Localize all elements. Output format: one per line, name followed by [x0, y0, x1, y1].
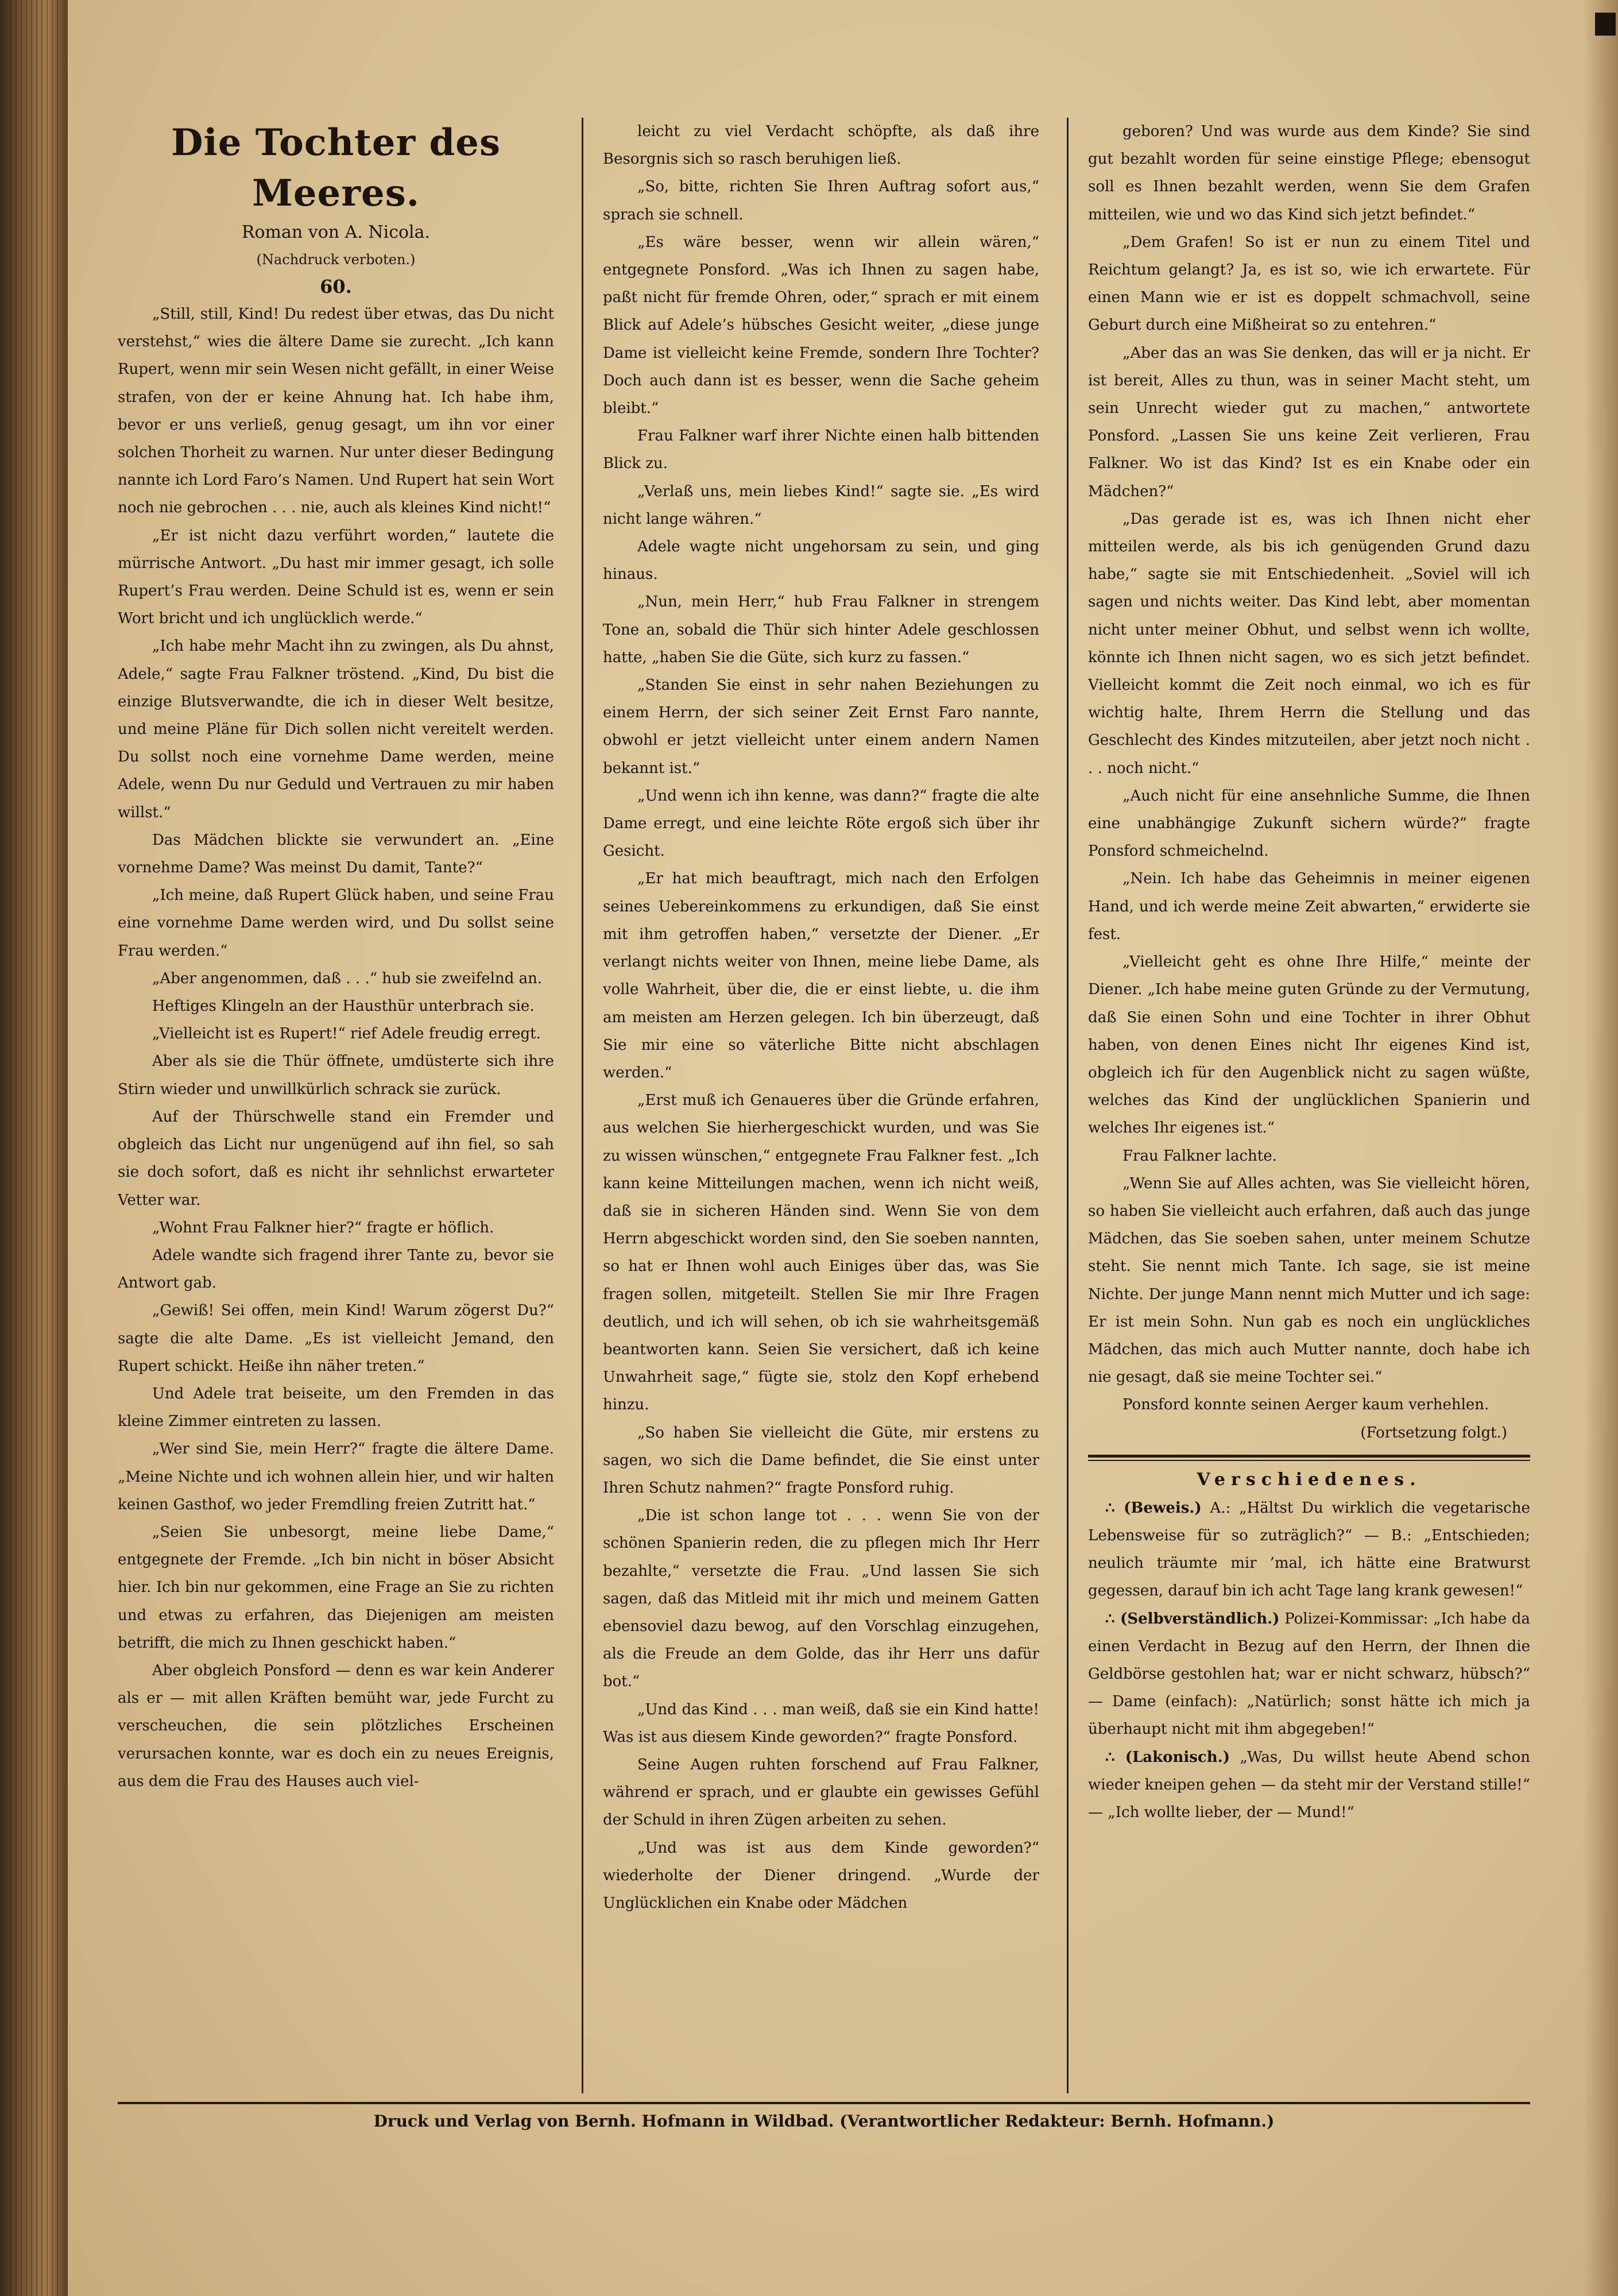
- paragraph: „Still, still, Kind! Du redest über etwas, das Du nicht verstehst,“ wies die ältere Dame sie zurecht. „Ich kann Rupert, wenn mir sein Wesen nicht gefällt, in einer Weise strafen, von der er keine Ahnung hat. Ich habe ihm, bevor er uns verließ, genug gesagt, um ihn vor einer solchen Thorheit zu warnen. Nur unter dieser Bedingung nannte ich Lord Faro’s Namen. Und Rupert hat sein Wort noch nie gebrochen . . . nie, auch als kleines Kind nicht!“: [118, 306, 554, 517]
- paragraph: „Das gerade ist es, was ich Ihnen nicht eher mitteilen werde, als bis ich genügenden Grund dazu habe,“ sagte sie mit Entschiedenheit. „Soviel will ich sagen und nichts weiter. Das Kind lebt, aber momentan nicht unter meiner Obhut, und selbst wenn ich wollte, könnte ich Ihnen nicht sagen, wo es sich jetzt befindet. Vielleicht kommt die Zeit noch einmal, wo ich es für wichtig halte, Ihrem Herrn die Stellung und das Geschlecht des Kindes mitzuteilen, aber jetzt noch nicht . . . noch nicht.“: [1088, 510, 1530, 777]
- paragraph: „Wenn Sie auf Alles achten, was Sie vielleicht hören, so haben Sie vielleicht auch erfahren, daß auch das junge Mädchen, das Sie soeben sahen, unter meinem Schutze steht. Sie nennt mich Tante. Ich sage, sie ist meine Nichte. Der junge Mann nennt mich Mutter und ich sage: Er ist mein Sohn. Nun gab es noch ein unglückliches Mädchen, das mich auch Mutter nannte, doch habe ich nie gesagt, daß sie meine Tochter sei.“: [1088, 1174, 1530, 1386]
- paragraph: Aber als sie die Thür öffnete, umdüsterte sich ihre Stirn wieder und unwillkürlich schrack sie zurück.: [118, 1053, 554, 1098]
- paragraph: Und Adele trat beiseite, um den Fremden in das kleine Zimmer eintreten zu lassen.: [118, 1385, 554, 1431]
- paragraph: „Gewiß! Sei offen, mein Kind! Warum zögerst Du?“ sagte die alte Dame. „Es ist vielleicht Jemand, den Rupert schickt. Heiße ihn näher treten.“: [118, 1302, 554, 1375]
- paragraph: Ponsford konnte seinen Aerger kaum verhehlen.: [1122, 1396, 1489, 1414]
- paragraph: „Wohnt Frau Falkner hier?“ fragte er höflich.: [152, 1219, 494, 1236]
- misc-items: [1088, 1494, 1530, 1826]
- imprint-footer: Druck und Verlag von Bernh. Hofmann in Wildbad. (Verantwortlicher Redakteur: Bernh. Hofmann.): [373, 2112, 1275, 2131]
- misc-item-text: „Was, Du willst heute Abend schon wieder kneipen gehen — da steht mir der Verstand stille!“ — „Ich wollte lieber, der — Mund!“: [1088, 1748, 1530, 1821]
- article-byline: Roman von A. Nicola.: [241, 222, 431, 242]
- paragraph: „Aber das an was Sie denken, das will er ja nicht. Er ist bereit, Alles zu thun, was in seiner Macht steht, um sein Unrecht wieder gut zu machen,“ antwortete Ponsford. „Lassen Sie uns keine Zeit verlieren, Frau Falkner. Wo ist das Kind? Ist es ein Knabe oder ein Mädchen?“: [1088, 344, 1530, 500]
- paragraph: Auf der Thürschwelle stand ein Fremder und obgleich das Licht nur ungenügend auf ihn fiel, so sah sie doch sofort, daß es nicht ihr sehnlichst erwarteter Vetter war.: [118, 1108, 554, 1209]
- column-2-body: [603, 118, 1039, 1917]
- column-1-body: [118, 300, 554, 1795]
- paragraph: „Aber angenommen, daß . . .“ hub sie zweifelnd an.: [152, 969, 543, 987]
- misc-item: [1088, 1744, 1530, 1827]
- paragraph: geboren? Und was wurde aus dem Kinde? Sie sind gut bezahlt worden für seine einstige Pflege; ebensogut soll es Ihnen bezahlt werden, wenn Sie dem Grafen mitteilen, wie und wo das Kind sich jetzt befindet.“: [1088, 123, 1530, 223]
- misc-item-text: A.: „Hältst Du wirklich die vegetarische Lebensweise für so zuträglich?“ — B.: „Entschieden; neulich träumte mir ’mal, ich hätte eine Bratwurst gegessen, darauf bin ich acht Tage lang krank gewesen!“: [1088, 1499, 1530, 1600]
- paragraph: „Erst muß ich Genaueres über die Gründe erfahren, aus welchen Sie hierhergeschickt wurden, und was Sie zu wissen wünschen,“ entgegnete Frau Falkner fest. „Ich kann keine Mitteilungen machen, wenn ich nicht weiß, daß sie in sicheren Händen sind. Wenn Sie von dem Herrn abgeschickt worden sind, den Sie soeben nannten, so hat er Ihnen wohl auch Einiges über das, was Sie fragen sollen, mitgeteilt. Stellen Sie mir Ihre Fragen deutlich, und ich will sehen, ob ich sie wahrheitsgemäß beantworten kann. Seien Sie versichert, daß ich keine Unwahrheit sage,“ fügte sie, stolz den Kopf erhebend hinzu.: [603, 1092, 1039, 1414]
- column-2: [603, 118, 1039, 2093]
- continuation-note: (Fortsetzung folgt.): [1360, 1424, 1507, 1441]
- paragraph: „So, bitte, richten Sie Ihren Auftrag sofort aus,“ sprach sie schnell.: [603, 178, 1039, 223]
- paragraph: „Und das Kind . . . man weiß, daß sie ein Kind hatte! Was ist aus diesem Kinde geworden?“ fragte Ponsford.: [603, 1700, 1039, 1746]
- paragraph: „Vielleicht ist es Rupert!“ rief Adele freudig erregt.: [152, 1025, 541, 1043]
- paragraph: Frau Falkner lachte.: [1122, 1147, 1277, 1165]
- paragraph: Seine Augen ruhten forschend auf Frau Falkner, während er sprach, und er glaubte ein gewisses Gefühl der Schuld in ihren Zügen arbeiten zu sehen.: [603, 1756, 1039, 1829]
- column-rule-2: [1067, 118, 1069, 2093]
- misc-item-heading: ∴ (Lakonisch.): [1105, 1748, 1230, 1766]
- paragraph: Das Mädchen blickte sie verwundert an. „Eine vornehme Dame? Was meinst Du damit, Tante?“: [118, 831, 554, 877]
- paragraph: „Und wenn ich ihn kenne, was dann?“ fragte die alte Dame erregt, und eine leichte Röte ergoß sich über ihr Gesicht.: [603, 787, 1039, 860]
- page-tab-mark: [1595, 13, 1616, 36]
- reprint-notice: (Nachdruck verboten.): [256, 252, 416, 268]
- page-edge-shadow: [1584, 0, 1618, 2296]
- paragraph: „Nun, mein Herr,“ hub Frau Falkner in strengem Tone an, sobald die Thür sich hinter Adele geschlossen hatte, „haben Sie die Güte, sich kurz zu fassen.“: [603, 593, 1039, 666]
- paragraph: Adele wandte sich fragend ihrer Tante zu, bevor sie Antwort gab.: [118, 1246, 554, 1292]
- column-1: [118, 118, 554, 2093]
- footer-rule: [118, 2102, 1530, 2104]
- paragraph: „Er ist nicht dazu verführt worden,“ lautete die mürrische Antwort. „Du hast mir immer gesagt, ich solle Rupert’s Frau werden. Deine Schuld ist es, wenn er sein Wort bricht und ich unglücklich werde.“: [118, 527, 554, 628]
- paragraph: „Und was ist aus dem Kinde geworden?“ wiederholte der Diener dringend. „Wurde der Unglücklichen ein Knabe oder Mädchen: [603, 1839, 1039, 1912]
- paragraph: „Ich meine, daß Rupert Glück haben, und seine Frau eine vornehme Dame werden wird, und Du sollst seine Frau werden.“: [118, 887, 554, 960]
- paragraph: „Nein. Ich habe das Geheimnis in meiner eigenen Hand, und ich werde meine Zeit abwarten,“ erwiderte sie fest.: [1088, 870, 1530, 943]
- spine-texture: [10, 0, 60, 2296]
- column-3: [1088, 118, 1530, 2093]
- paragraph: Aber obgleich Ponsford — denn es war kein Anderer als er — mit allen Kräften bemüht war, jede Furcht zu verscheuchen, die sein plötzliches Erscheinen verursachen konnte, war es doch ein zu neues Ereignis, aus dem die Frau des Hauses auch viel-: [118, 1661, 554, 1790]
- misc-section-title: Verschiedenes.: [1197, 1469, 1422, 1490]
- paragraph: „Verlaß uns, mein liebes Kind!“ sagte sie. „Es wird nicht lange währen.“: [603, 482, 1039, 528]
- paragraph: „Ich habe mehr Macht ihn zu zwingen, als Du ahnst, Adele,“ sagte Frau Falkner tröstend. „Kind, Du bist die einzige Blutsverwandte, die ich in dieser Welt besitze, und meine Pläne für Dich sollen nicht vereitelt werden. Du sollst noch eine vornehme Dame werden, meine Adele, wenn Du nur Geduld und Vertrauen zu mir haben willst.“: [118, 637, 554, 821]
- paragraph: „Er hat mich beauftragt, mich nach den Erfolgen seines Uebereinkommens zu erkundigen, daß Sie einst mit ihm getroffen haben,“ versetzte der Diener. „Er verlangt nichts weiter von Ihnen, meine liebe Dame, als volle Wahrheit, über die, die er einst liebte, u. die ihm am meisten am Herzen gelegen. Ich bin überzeugt, daß Sie mir eine so väterliche Bitte nicht abschlagen werden.“: [603, 870, 1039, 1081]
- paragraph: „Dem Grafen! So ist er nun zu einem Titel und Reichtum gelangt? Ja, es ist so, wie ich erwartete. Für einen Mann wie er ist es doppelt schmachvoll, seine Geburt durch eine Mißheirat so zu entehren.“: [1088, 233, 1530, 334]
- misc-item-text: Polizei-Kommissar: „Ich habe da einen Verdacht in Bezug auf den Herrn, der Ihnen die Geldbörse gestohlen hat; war er nicht schwarz, hübsch?“ — Dame (einfach): „Natürlich; sonst hätte ich mich ja überhaupt nicht mit ihm abgegeben!“: [1088, 1610, 1530, 1738]
- misc-item: [1088, 1494, 1530, 1605]
- paragraph: Heftiges Klingeln an der Hausthür unterbrach sie.: [152, 998, 535, 1015]
- paragraph: leicht zu viel Verdacht schöpfte, als daß ihre Besorgnis sich so rasch beruhigen ließ.: [603, 123, 1039, 168]
- paragraph: Adele wagte nicht ungehorsam zu sein, und ging hinaus.: [603, 538, 1039, 583]
- book-spine: [0, 0, 68, 2296]
- paragraph: „So haben Sie vielleicht die Güte, mir erstens zu sagen, wo sich die Dame befindet, die Sie einst unter Ihren Schutz nahmen?“ fragte Ponsford ruhig.: [603, 1424, 1039, 1497]
- column-3-body: [1088, 118, 1530, 1419]
- paragraph: „Standen Sie einst in sehr nahen Beziehungen zu einem Herrn, der sich seiner Zeit Ernst Faro nannte, obwohl er jetzt vielleicht unter einem andern Namen bekannt ist.“: [603, 677, 1039, 777]
- paragraph: „Wer sind Sie, mein Herr?“ fragte die ältere Dame. „Meine Nichte und ich wohnen allein hier, und wir halten keinen Gasthof, wo jeder Fremdling freien Zutritt hat.“: [118, 1440, 554, 1513]
- section-divider: [1088, 1455, 1530, 1461]
- misc-item-heading: ∴ (Selbverständlich.): [1105, 1610, 1280, 1628]
- paragraph: „Die ist schon lange tot . . . wenn Sie von der schönen Spanierin reden, die zu pflegen mich Ihr Herr bezahlte,“ versetzte die Frau. „Und lassen Sie sich sagen, daß das Mitleid mit ihr mich und meinem Gatten ebensoviel dazu bewog, auf den Vorschlag einzugehen, als die Freude an dem Golde, das ihr Herr uns dafür bot.“: [603, 1507, 1039, 1691]
- article-title: Die Tochter des Meeres.: [171, 121, 501, 215]
- paragraph: „Auch nicht für eine ansehnliche Summe, die Ihnen eine unabhängige Zukunft sichern würde?“ fragte Ponsford schmeichelnd.: [1088, 787, 1530, 860]
- misc-item-heading: ∴ (Beweis.): [1105, 1499, 1202, 1517]
- column-rule-1: [582, 118, 583, 2093]
- paragraph: „Seien Sie unbesorgt, meine liebe Dame,“ entgegnete der Fremde. „Ich bin nicht in böser Absicht hier. Ich bin nur gekommen, eine Frage an Sie zu richten und etwas zu erfahren, das Diejenigen am meisten betrifft, die mich zu Ihnen geschickt haben.“: [118, 1523, 554, 1652]
- chapter-number: 60.: [320, 276, 352, 297]
- paragraph: „Vielleicht geht es ohne Ihre Hilfe,“ meinte der Diener. „Ich habe meine guten Gründe zu der Vermutung, daß Sie einen Sohn und eine Tochter in ihrer Obhut haben, von denen Eines nicht Ihr eigenes Kind ist, obgleich ich für den Augenblick nicht zu sagen wüßte, welches das Kind der unglücklichen Spanierin und welches Ihr eigenes ist.“: [1088, 953, 1530, 1137]
- paragraph: Frau Falkner warf ihrer Nichte einen halb bittenden Blick zu.: [603, 427, 1039, 473]
- text-columns: [118, 118, 1530, 2093]
- misc-item: [1088, 1605, 1530, 1744]
- paragraph: „Es wäre besser, wenn wir allein wären,“ entgegnete Ponsford. „Was ich Ihnen zu sagen habe, paßt nicht für fremde Ohren, oder,“ sprach er mit einem Blick auf Adele’s hübsches Gesicht weiter, „diese junge Dame ist vielleicht keine Fremde, sondern Ihre Tochter? Doch auch dann ist es besser, wenn die Sache geheim bleibt.“: [603, 233, 1039, 418]
